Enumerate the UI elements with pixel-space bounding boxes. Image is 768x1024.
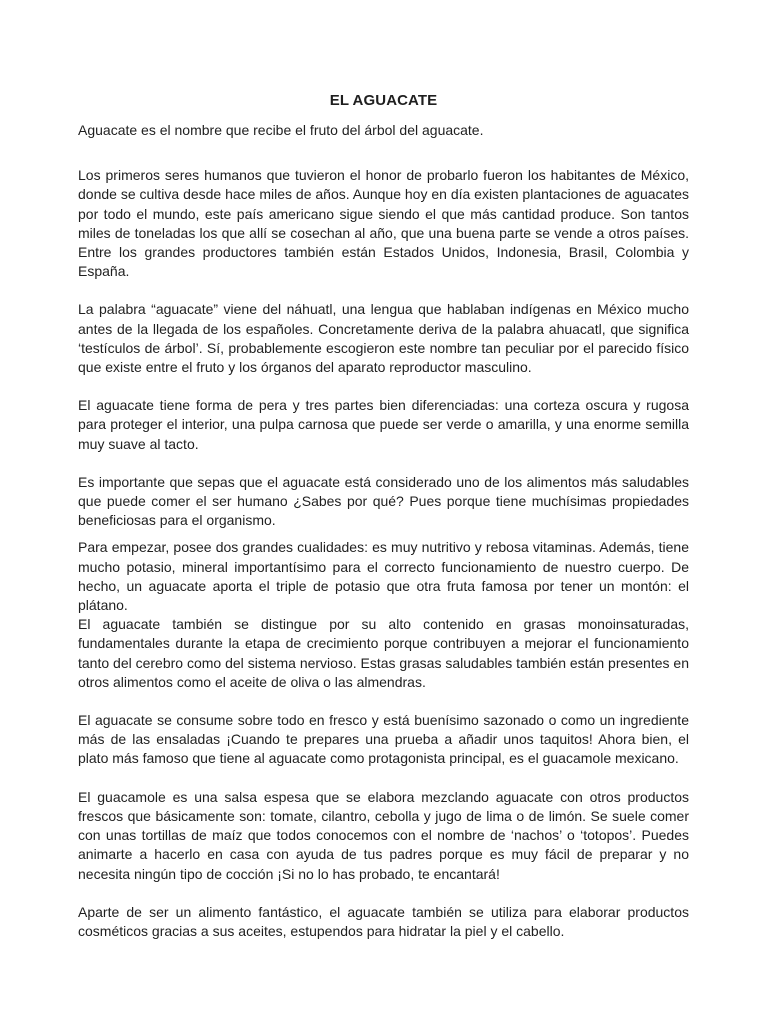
paragraph-consumption: El aguacate se consume sobre todo en fresco y está buenísimo sazonado o como un ingrediente más de las ensaladas ¡Cuando te prepares una prueba a añadir unos taquitos! Ahora bien, el plato más famoso que tiene al aguacate como protagonista principal, es el guacamole mexicano. [78,712,689,767]
paragraph-etymology: La palabra “aguacate” viene del náhuatl, una lengua que hablaban indígenas en México mucho antes de la llegada de los españoles. Concretamente deriva de la palabra ahuacatl, que significa ‘testículos de árbol’. Sí, probablemente escogieron este nombre tan peculiar por el parecido físico que existe entre el fruto y los órganos del aparato reproductor masculino. [78,301,689,376]
paragraph-nutrition: Para empezar, posee dos grandes cualidades: es muy nutritivo y rebosa vitaminas. Además, tiene mucho potasio, mineral importantísimo para el correcto funcionamiento de nuestro cuerpo. De hecho, un aguacate aporta el triple de potasio que otra fruta famosa por tener un montón: el plátano. [78,539,689,614]
paragraph-health: Es importante que sepas que el aguacate está considerado uno de los alimentos más saludables que puede comer el ser humano ¿Sabes por qué? Pues porque tiene muchísimas propiedades beneficiosas para el organismo. [78,473,689,529]
document-title: EL AGUACATE [329,92,438,109]
paragraph-intro: Aguacate es el nombre que recibe el fruto del árbol del aguacate. [78,122,484,138]
paragraph-shape: El aguacate tiene forma de pera y tres partes bien diferenciadas: una corteza oscura y rugosa para proteger el interior, una pulpa carnosa que puede ser verde o amarilla, y una enorme semilla muy suave al tacto. [78,397,689,452]
paragraph-cosmetics: Aparte de ser un alimento fantástico, el aguacate también se utiliza para elaborar productos cosméticos gracias a sus aceites, estupendos para hidratar la piel y el cabello. [78,903,689,939]
paragraph-guacamole: El guacamole es una salsa espesa que se elabora mezclando aguacate con otros productos frescos que básicamente son: tomate, cilantro, cebolla y jugo de lima o de limón. Se suele comer con unas tortillas de maíz que todos conocemos con el nombre de ‘nachos’ o ‘totopos’. Puedes animarte a hacerlo en casa con ayuda de tus padres porque es muy fácil de preparar y no necesita ningún tipo de cocción ¡Si no lo has probado, te encantará! [78,788,689,882]
paragraph-fats: El aguacate también se distingue por su alto contenido en grasas monoinsaturadas, fundamentales durante la etapa de crecimiento porque contribuyen a mejorar el funcionamiento tanto del cerebro como del sistema nervioso. Estas grasas saludables también están presentes en otros alimentos como el aceite de oliva o las almendras. [78,616,689,690]
document-page [78,90,689,941]
paragraph-origin: Los primeros seres humanos que tuvieron el honor de probarlo fueron los habitantes de México, donde se cultiva desde hace miles de años. Aunque hoy en día existen plantaciones de aguacates por todo el mundo, este país americano sigue siendo el que más cantidad produce. Son tantos miles de toneladas los que allí se cosechan al año, que una buena parte se vende a otros países. Entre los grandes productores también están Estados Unidos, Indonesia, Brasil, Colombia y España. [78,167,689,280]
